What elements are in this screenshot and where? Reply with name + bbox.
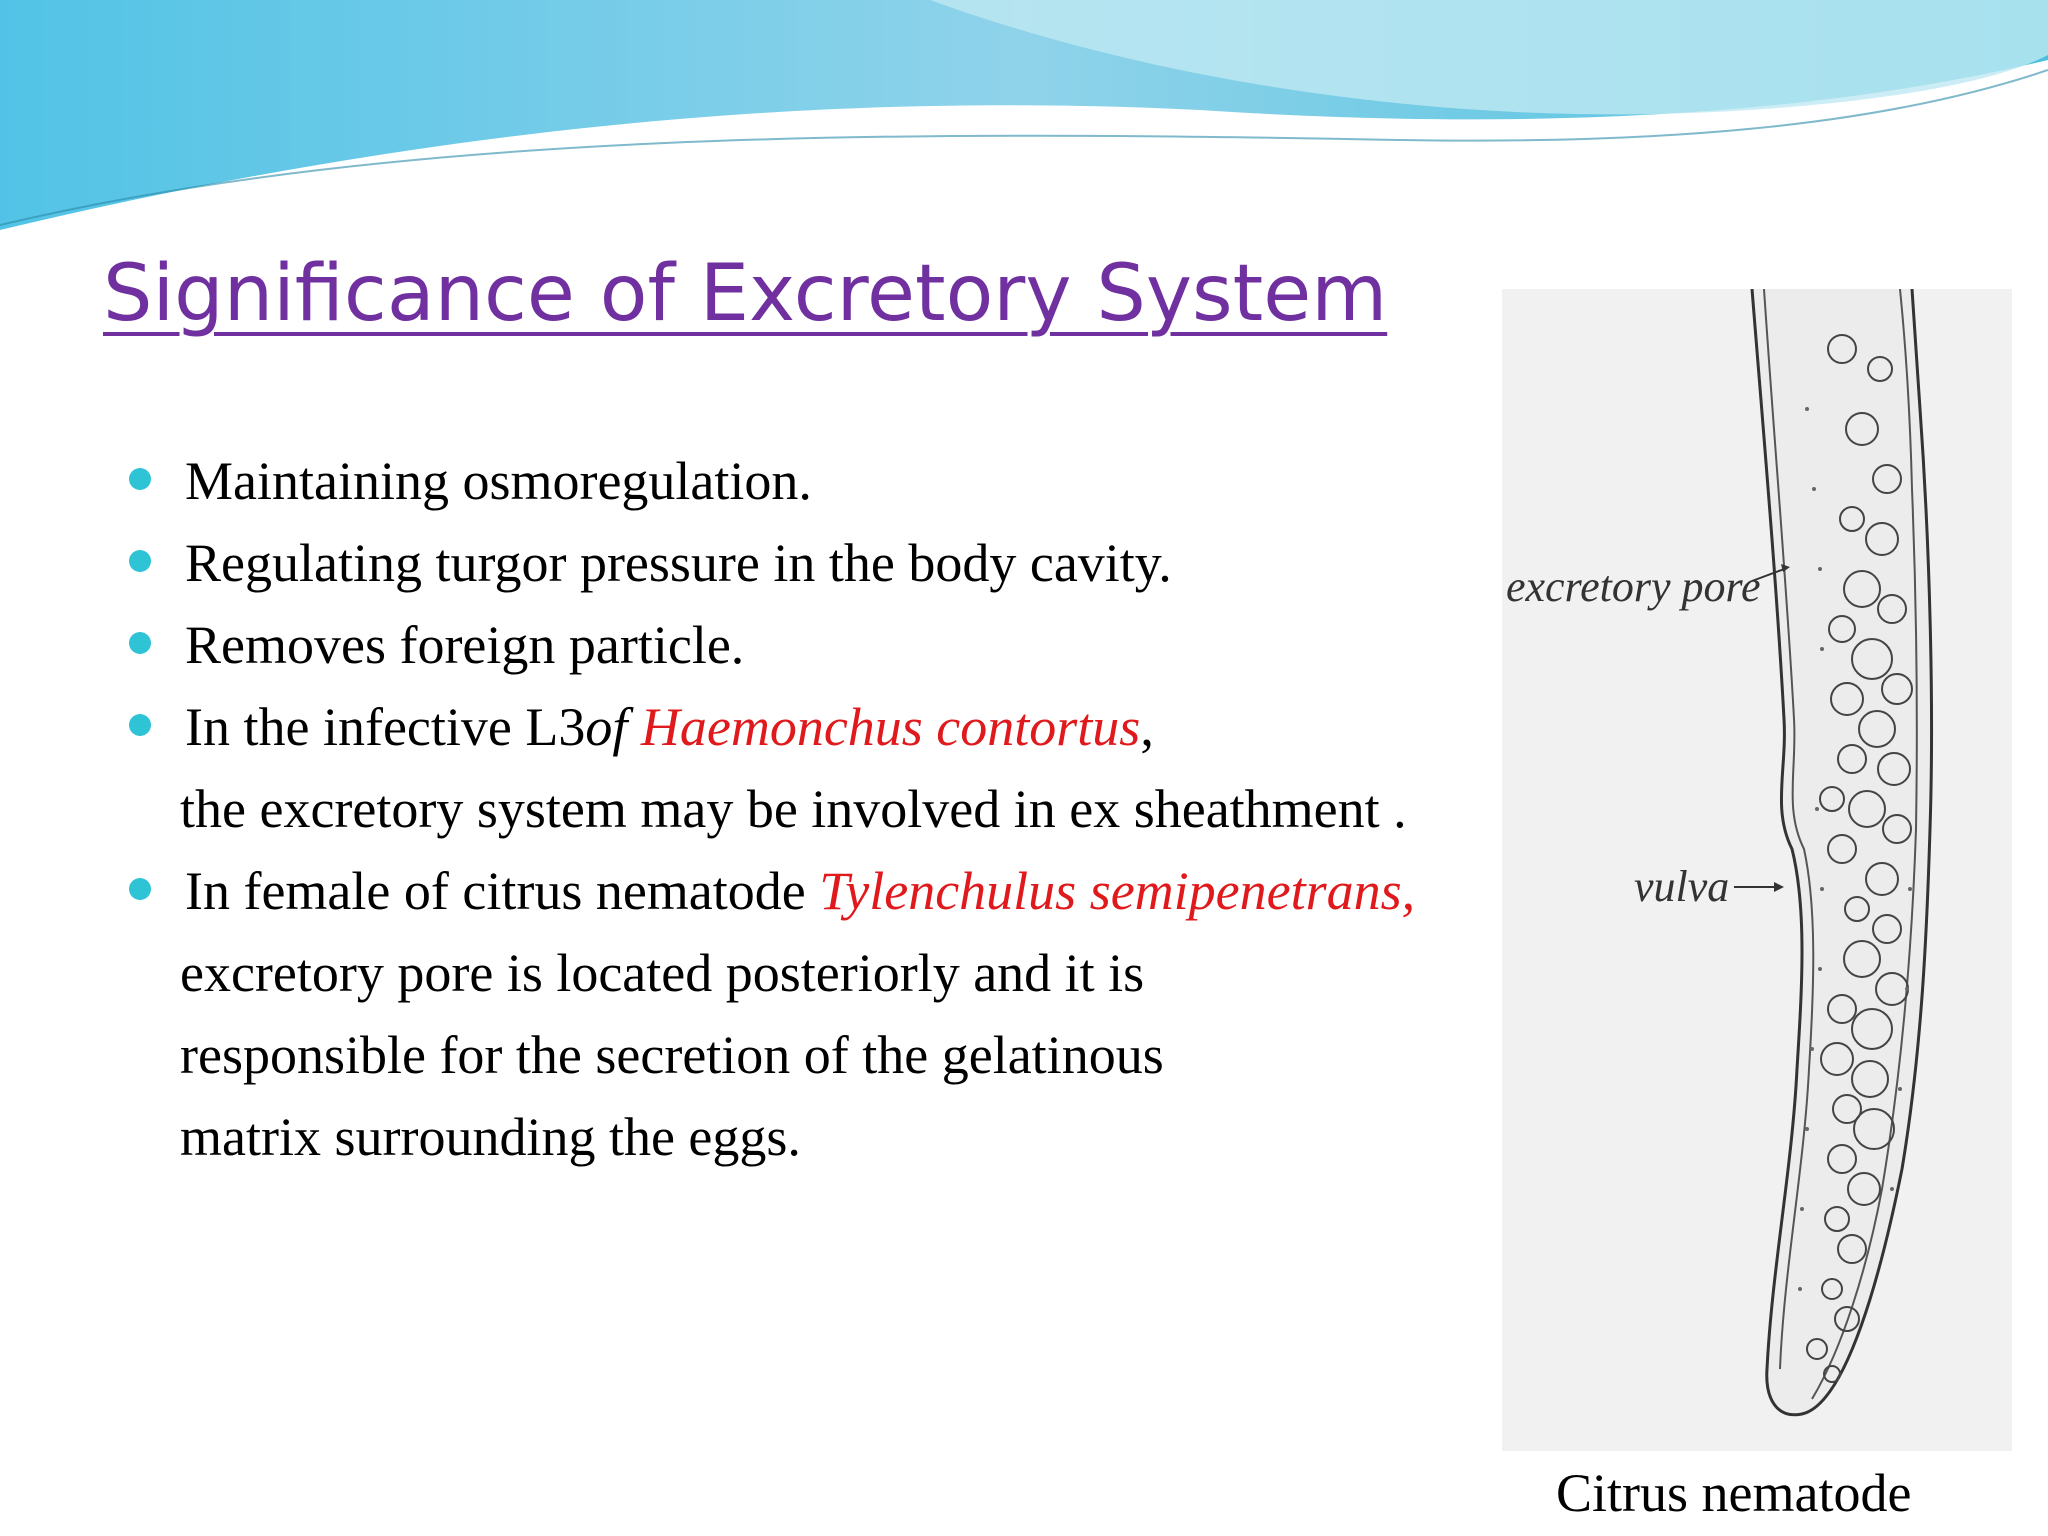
bullet-4-comma: , (1140, 697, 1154, 757)
bullet-5-continuation-3: matrix surrounding the eggs. (180, 1107, 801, 1167)
bullet-4-of: of (585, 697, 628, 757)
bullet-4 (185, 696, 1154, 758)
figure-caption: Citrus nematode (1556, 1463, 1912, 1523)
bullet-5-continuation-1: excretory pore is located posteriorly and it is (180, 943, 1145, 1003)
label-vulva: vulva (1634, 862, 1730, 911)
bullet-4-continuation: the excretory system may be involved in ex sheathment . (180, 779, 1407, 839)
label-excretory-pore: excretory pore (1506, 562, 1761, 611)
slide-title: Significance of Excretory System (103, 249, 1388, 339)
bullet-5 (185, 860, 1415, 922)
species-haemonchus: Haemonchus contortus (640, 697, 1141, 757)
species-tylenchulus: Tylenchulus semipenetrans, (819, 861, 1416, 921)
bullet-2: Regulating turgor pressure in the body cavity. (185, 533, 1172, 593)
bullet-dot (129, 878, 151, 900)
bullet-4-text: In the infective L3 (185, 697, 586, 757)
bullet-dot (129, 468, 151, 490)
bullet-dot (129, 632, 151, 654)
bullet-5-text: In female of citrus nematode (185, 861, 820, 921)
bullet-dot (129, 714, 151, 736)
bullet-1: Maintaining osmoregulation. (185, 451, 812, 511)
bullet-5-continuation-2: responsible for the secretion of the gelatinous (180, 1025, 1164, 1085)
bullet-dot (129, 550, 151, 572)
bullet-3: Removes foreign particle. (185, 615, 745, 675)
nematode-illustration (1502, 289, 2012, 1451)
